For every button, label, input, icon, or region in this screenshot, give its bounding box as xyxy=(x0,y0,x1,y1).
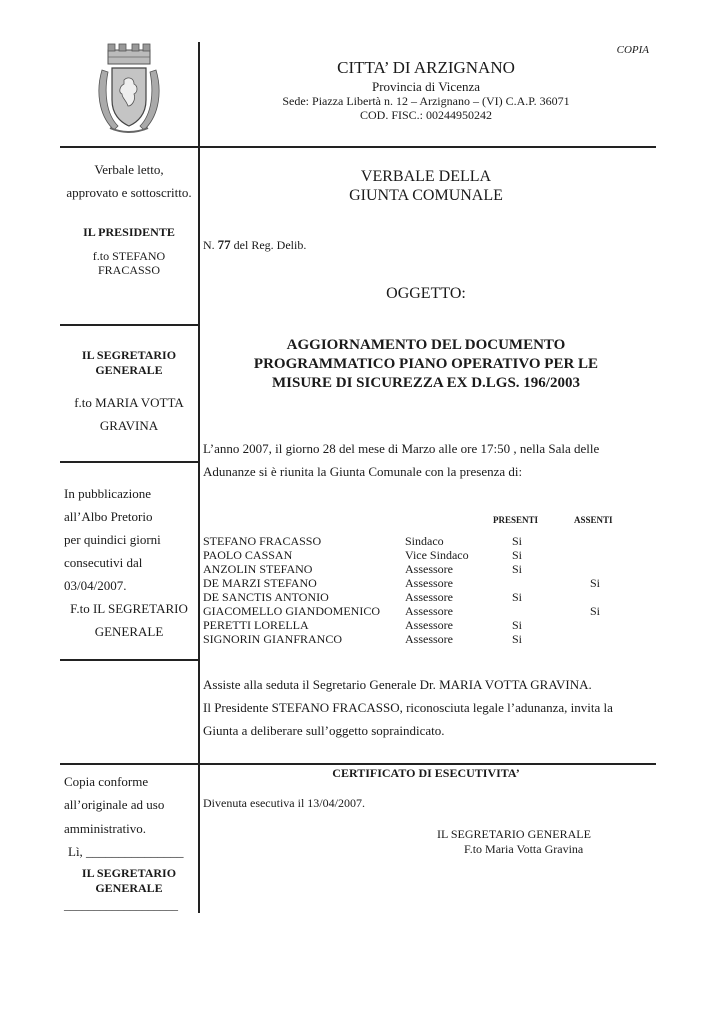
attendance-present: Si xyxy=(512,618,523,632)
publication-line-4: consecutivi dal xyxy=(64,555,143,570)
left-rule-2 xyxy=(60,461,199,463)
header-rule xyxy=(60,146,656,148)
assist-line-1: Assiste alla seduta il Segretario Generale Dr. MARIA VOTTA GRAVINA. xyxy=(203,677,592,692)
attendance-present: Si xyxy=(512,534,523,548)
reg-suffix: del Reg. Delib. xyxy=(233,238,307,252)
subject-line-2: PROGRAMMATICO PIANO OPERATIVO PER LE xyxy=(253,356,599,372)
copy-signature-line: ___________________ xyxy=(64,898,178,912)
attendance-name: STEFANO FRACASSO xyxy=(203,534,322,548)
reg-prefix: N. xyxy=(203,238,215,252)
president-signature-2: FRACASSO xyxy=(97,263,161,277)
secretary-signature-1: f.to MARIA VOTTA xyxy=(74,395,184,410)
fiscal-code: COD. FISC.: 00244950242 xyxy=(359,108,493,122)
left-rule-1 xyxy=(60,324,199,326)
attendance-name: GIACOMELLO GIANDOMENICO xyxy=(203,604,380,618)
publication-line-6: F.to IL SEGRETARIO xyxy=(70,601,188,616)
attendance-role: Assessore xyxy=(405,576,453,590)
certificate-signature: F.to Maria Votta Gravina xyxy=(464,842,584,856)
attendance-absent: Si xyxy=(590,576,601,590)
copy-line-1: Copia conforme xyxy=(64,774,149,789)
secretary-signature-2: GRAVINA xyxy=(99,418,159,433)
province: Provincia di Vicenza xyxy=(372,79,480,94)
certificate-rule xyxy=(60,763,656,765)
attendance-name: PERETTI LORELLA xyxy=(203,618,309,632)
attendance-role: Assessore xyxy=(405,604,453,618)
header-divider xyxy=(198,42,200,148)
attendance-name: DE SANCTIS ANTONIO xyxy=(203,590,329,604)
attendance-name: SIGNORIN GIANFRANCO xyxy=(203,632,343,646)
left-rule-3 xyxy=(60,659,199,661)
president-title: IL PRESIDENTE xyxy=(83,225,175,239)
publication-line-1: In pubblicazione xyxy=(64,486,151,501)
assist-line-2: Il Presidente STEFANO FRACASSO, riconosciuta legale l’adunanza, invita la xyxy=(203,700,613,715)
copy-line-2: all’originale ad uso xyxy=(64,797,165,812)
subject-line-1: AGGIORNAMENTO DEL DOCUMENTO xyxy=(286,337,566,353)
attendance-role: Sindaco xyxy=(405,534,444,548)
publication-line-2: all’Albo Pretorio xyxy=(64,509,153,524)
attendance-role: Assessore xyxy=(405,590,453,604)
certificate-text: Divenuta esecutiva il 13/04/2007. xyxy=(203,796,365,810)
secretary-title-2: GENERALE xyxy=(95,363,163,377)
attendance-present: Si xyxy=(512,548,523,562)
publication-line-5: 03/04/2007. xyxy=(64,578,127,593)
subject-line-3: MISURE DI SICUREZZA EX D.LGS. 196/2003 xyxy=(272,375,580,391)
copy-line-3: amministrativo. xyxy=(64,821,146,836)
doc-title-1: VERBALE DELLA xyxy=(360,168,492,185)
read-line-1: Verbale letto, xyxy=(94,162,164,177)
column-header-assenti: ASSENTI xyxy=(574,515,613,525)
copy-secretary-title-2: GENERALE xyxy=(95,881,163,895)
registration-number xyxy=(203,237,306,253)
publication-line-7: GENERALE xyxy=(94,624,164,639)
read-line-2: approvato e sottoscritto. xyxy=(66,185,192,200)
attendance-role: Vice Sindaco xyxy=(405,548,469,562)
copy-line-4: Lì, _______________ xyxy=(68,844,184,859)
coat-of-arms-emblem xyxy=(94,40,164,138)
assist-line-3: Giunta a deliberare sull’oggetto sopraindicato. xyxy=(203,723,445,738)
column-header-presenti: PRESENTI xyxy=(493,515,539,525)
attendance-name: ANZOLIN STEFANO xyxy=(203,562,313,576)
copy-secretary-title-1: IL SEGRETARIO xyxy=(81,866,177,880)
attendance-present: Si xyxy=(512,562,523,576)
attendance-present: Si xyxy=(512,632,523,646)
column-divider xyxy=(198,146,200,913)
attendance-absent: Si xyxy=(590,604,601,618)
publication-line-3: per quindici giorni xyxy=(64,532,161,547)
certificate-signatory: IL SEGRETARIO GENERALE xyxy=(437,827,591,841)
oggetto-label: OGGETTO: xyxy=(386,285,466,302)
president-signature-1: f.to STEFANO xyxy=(92,249,166,263)
secretary-title-1: IL SEGRETARIO xyxy=(81,348,177,362)
attendance-role: Assessore xyxy=(405,618,453,632)
attendance-present: Si xyxy=(512,590,523,604)
attendance-name: PAOLO CASSAN xyxy=(203,548,293,562)
attendance-role: Assessore xyxy=(405,632,453,646)
intro-line-1: L’anno 2007, il giorno 28 del mese di Marzo alle ore 17:50 , nella Sala delle xyxy=(203,441,600,456)
doc-title-2: GIUNTA COMUNALE xyxy=(349,187,503,204)
reg-number: 77 xyxy=(217,237,231,252)
certificate-title: CERTIFICATO DI ESECUTIVITA’ xyxy=(332,766,520,780)
attendance-role: Assessore xyxy=(405,562,453,576)
attendance-name: DE MARZI STEFANO xyxy=(203,576,317,590)
city-name: CITTA’ DI ARZIGNANO xyxy=(337,58,515,77)
address: Sede: Piazza Libertà n. 12 – Arzignano – (VI) C.A.P. 36071 xyxy=(282,94,570,108)
intro-line-2: Adunanze si è riunita la Giunta Comunale con la presenza di: xyxy=(203,464,523,479)
copy-label: COPIA xyxy=(616,44,649,56)
